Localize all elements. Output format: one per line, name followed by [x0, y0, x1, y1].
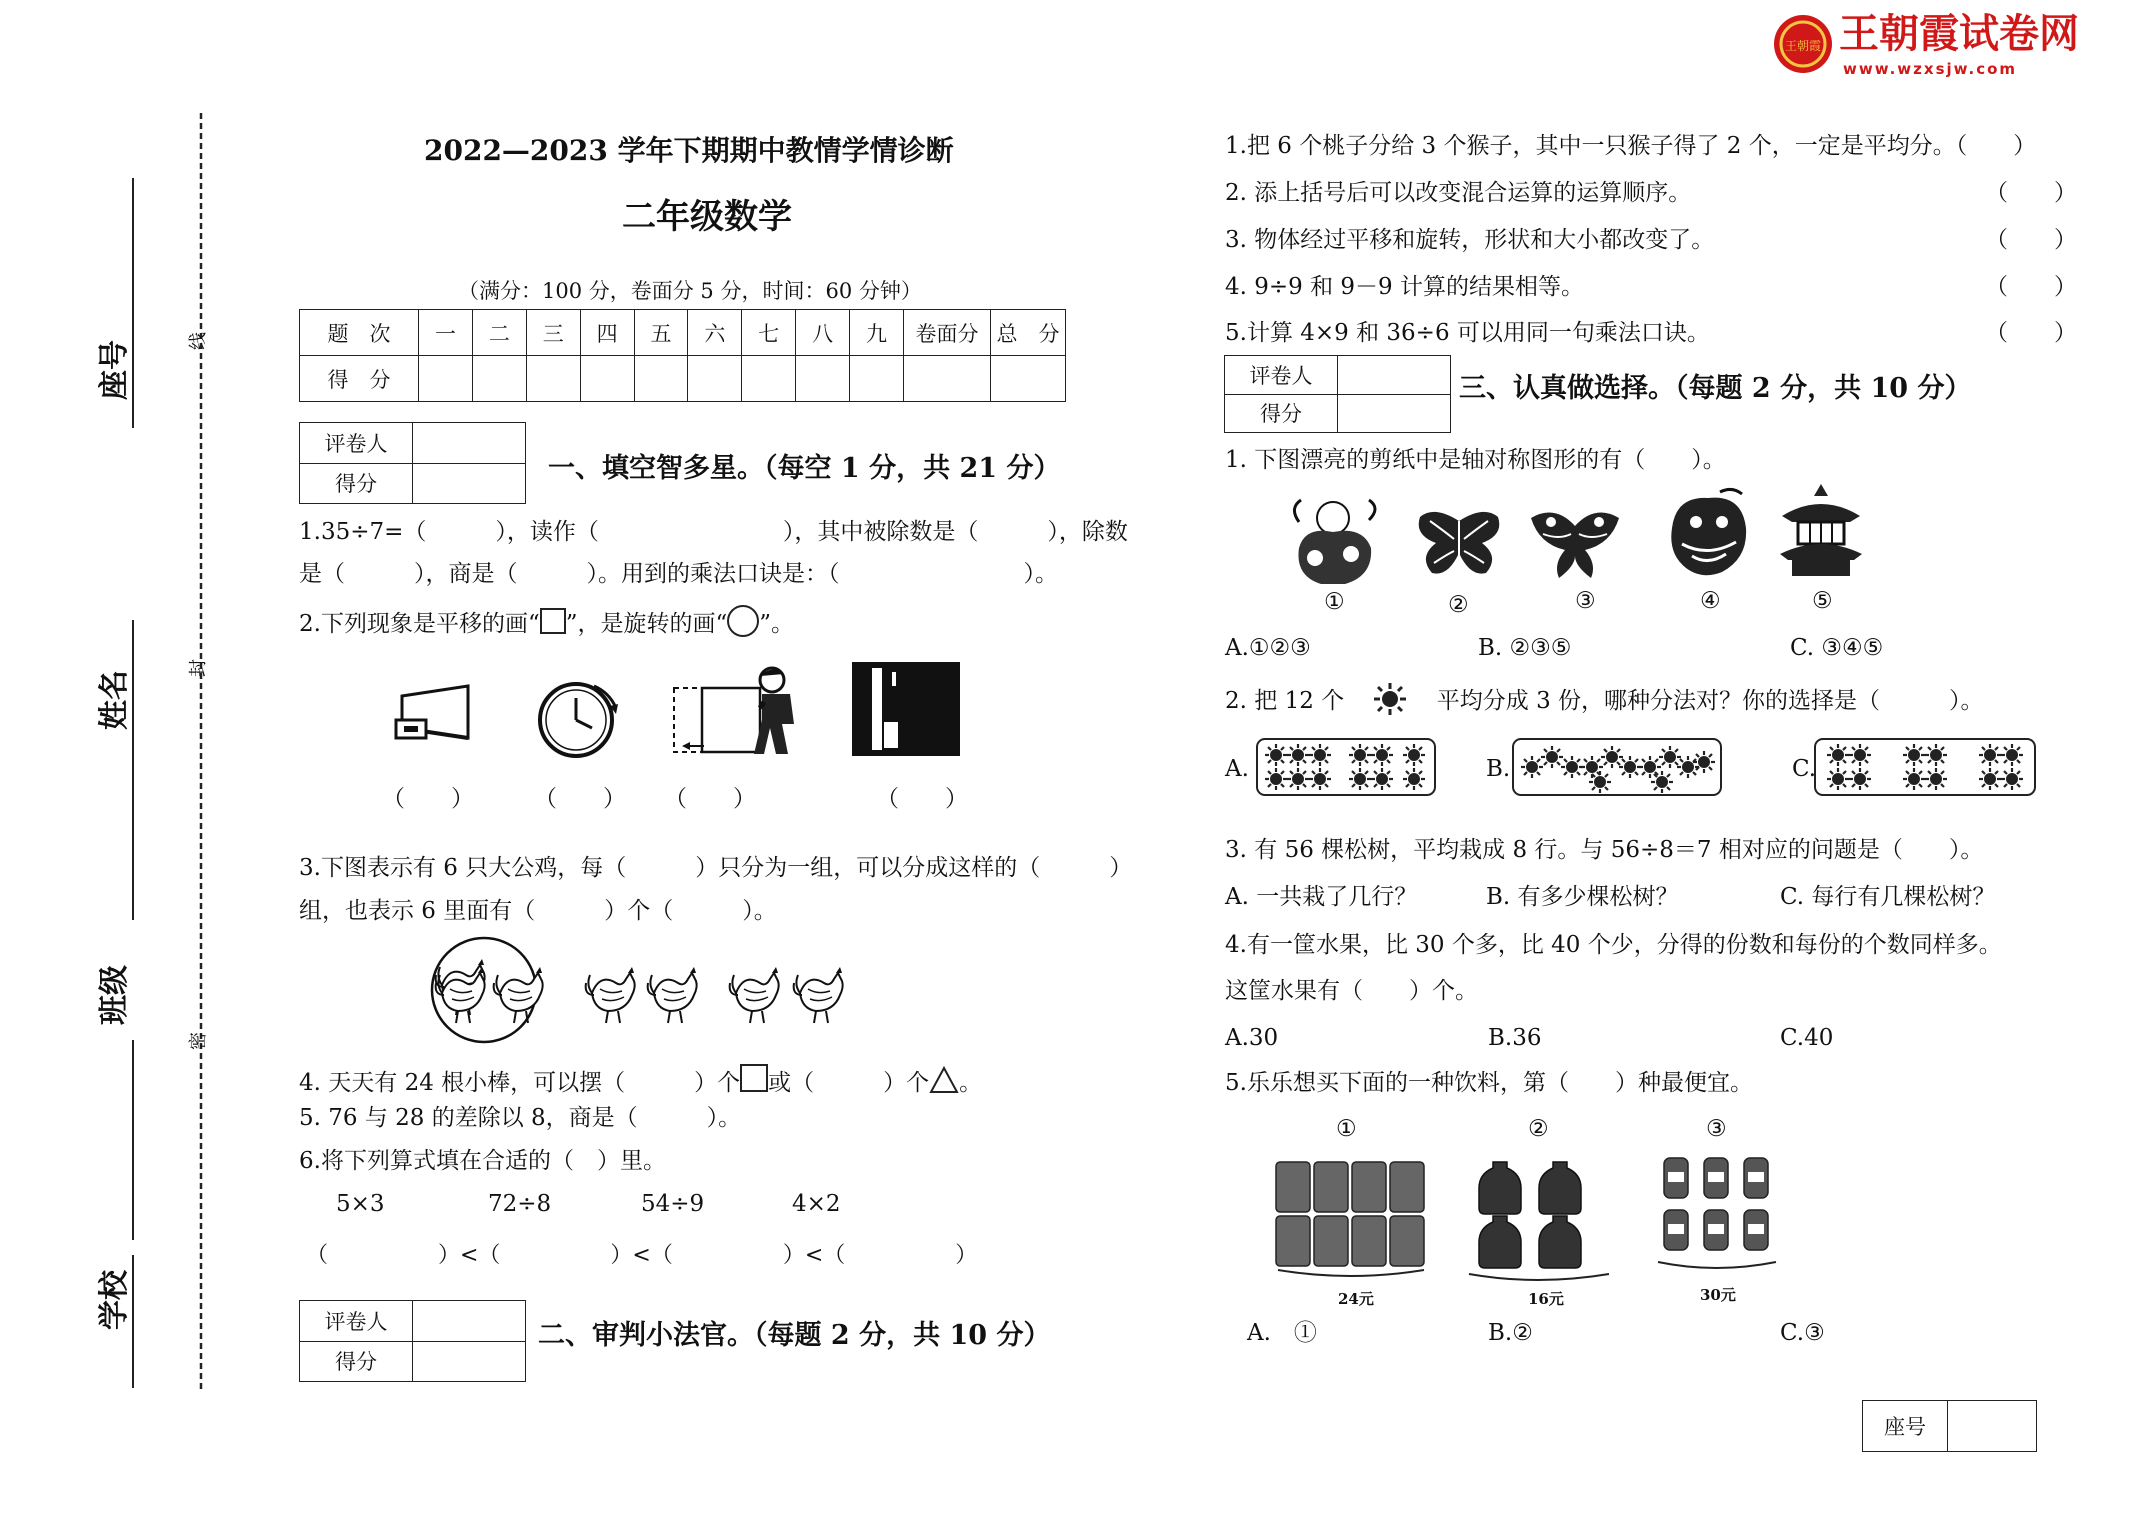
score-header-cell: 九: [850, 310, 904, 356]
binding-secret-char: 密: [188, 1032, 209, 1050]
sun-group-c: [1814, 738, 2036, 796]
s2-item-3: 3. 物体经过平移和旋转，形状和大小都改变了。: [1225, 227, 1715, 253]
s3-q4-line2: 这筐水果有（ ）个。: [1225, 978, 1478, 1004]
s3-q2: [1225, 682, 1984, 716]
s1-q2-blank-4[interactable]: （ ）: [876, 786, 968, 812]
score-cell[interactable]: [991, 356, 1066, 402]
score-header-cell: 一: [419, 310, 473, 356]
pushing-box-icon: [664, 664, 804, 759]
s2-item-4: 4. 9÷9 和 9－9 计算的结果相等。: [1225, 274, 1584, 300]
grader-score-label: 得分: [300, 463, 413, 504]
s1-q4-text-a: 4. 天天有 24 根小棒，可以摆（ ）个: [299, 1070, 741, 1096]
papercut-fish-icon: [1525, 500, 1625, 584]
footer-seat-box: [1862, 1400, 2037, 1452]
binding-school-label: 学校: [97, 1270, 132, 1330]
s3-q1: 1. 下图漂亮的剪纸中是轴对称图形的有（ ）。: [1225, 447, 1726, 473]
sun-icon: [1373, 682, 1407, 716]
seal-icon: [1773, 14, 1833, 74]
s3-q4-opt-a[interactable]: A.30: [1225, 1025, 1279, 1051]
papercut-butterfly-icon: [1414, 505, 1504, 585]
sun-group-b: [1512, 738, 1722, 796]
s3-q2-opt-b[interactable]: B.: [1486, 756, 1511, 782]
score-cell[interactable]: [904, 356, 991, 402]
score-cell[interactable]: [688, 356, 742, 402]
clock-icon: [534, 674, 624, 764]
sun-group-a: [1256, 738, 1436, 796]
score-header-cell: 七: [742, 310, 796, 356]
s1-q2-blank-3[interactable]: （ ）: [664, 786, 756, 812]
grader-reviewer-cell[interactable]: [1338, 356, 1451, 395]
s2-item-5: 5.计算 4×9 和 36÷6 可以用同一句乘法口诀。: [1225, 320, 1710, 346]
s1-q6: 6.将下列算式填在合适的（ ）里。: [299, 1148, 666, 1174]
s3-q2-opt-a[interactable]: A.: [1225, 756, 1249, 782]
page-title: 2022—2023 学年下期期中教情学情诊断: [424, 134, 954, 167]
score-header-cell: 题 次: [300, 310, 419, 356]
s3-q4-opt-c[interactable]: C.40: [1780, 1025, 1834, 1051]
circle-icon: [727, 605, 759, 637]
s3-q1-label-4: ④: [1700, 588, 1721, 614]
s3-q2-text-a: 2. 把 12 个: [1225, 688, 1345, 714]
section3-title: 三、认真做选择。（每题 2 分，共 10 分）: [1459, 373, 1972, 404]
s1-q2-blank-1[interactable]: （ ）: [382, 786, 474, 812]
score-header-cell: 六: [688, 310, 742, 356]
s2-item-2: 2. 添上括号后可以改变混合运算的运算顺序。: [1225, 180, 1692, 206]
s3-q1-label-1: ①: [1324, 589, 1345, 615]
binding-seat-label: 座号: [97, 340, 132, 400]
s3-q3-opt-c[interactable]: C. 每行有几棵松树？: [1780, 884, 1996, 910]
logo-name: 王朝霞试卷网: [1839, 11, 2079, 57]
grader-reviewer-label: 评卷人: [1225, 356, 1338, 395]
s1-q6-compare[interactable]: （ ）<（ ）<（ ）<（ ）: [306, 1243, 978, 1268]
s3-q5-label-1: ①: [1336, 1116, 1357, 1142]
papercut-pavilion-icon: [1776, 482, 1866, 582]
footer-seat-label: 座号: [1863, 1401, 1948, 1452]
s3-q5-opt-a[interactable]: A. ①: [1247, 1320, 1317, 1346]
s3-q5-label-3: ③: [1706, 1116, 1727, 1142]
score-header-cell: 总 分: [991, 310, 1066, 356]
s1-q6-expr-4: 4×2: [792, 1191, 841, 1217]
s3-q2-text-b: 平均分成 3 份，哪种分法对？你的选择是（ ）。: [1436, 688, 1984, 714]
water-bottles-icon: [1652, 1152, 1782, 1282]
grader-reviewer-cell[interactable]: [413, 1301, 526, 1342]
s3-q5-label-2: ②: [1528, 1116, 1549, 1142]
subject-title: 二年级数学: [622, 197, 792, 237]
score-cell[interactable]: [526, 356, 580, 402]
score-header-cell: 二: [472, 310, 526, 356]
s2-paren-4[interactable]: （ ）: [1985, 274, 2077, 300]
score-header-cell: 五: [634, 310, 688, 356]
s3-q5-price-3: 30元: [1700, 1286, 1736, 1304]
grader-score-label: 得分: [1225, 394, 1338, 433]
s3-q1-opt-c[interactable]: C. ③④⑤: [1790, 635, 1884, 661]
s3-q3-opt-a[interactable]: A. 一共栽了几行？: [1225, 884, 1418, 910]
s1-q5: 5. 76 与 28 的差除以 8，商是（ ）。: [299, 1105, 742, 1131]
s1-q1-line2: 是（ ），商是（ ）。用到的乘法口诀是：（ ）。: [299, 561, 1058, 587]
s1-q2-text-c: ”。: [759, 611, 794, 637]
s2-paren-3[interactable]: （ ）: [1985, 227, 2077, 253]
s1-q4: [299, 1064, 982, 1095]
s3-q5-price-1: 24元: [1338, 1290, 1374, 1308]
s2-paren-5[interactable]: （ ）: [1985, 320, 2077, 346]
score-table: [299, 309, 1066, 402]
grader-score-cell[interactable]: [1338, 394, 1451, 433]
score-row-label: 得 分: [300, 356, 419, 402]
grader-reviewer-label: 评卷人: [300, 423, 413, 464]
triangle-icon: [929, 1066, 959, 1094]
s1-q2: [299, 605, 794, 637]
score-cell[interactable]: [634, 356, 688, 402]
s1-q4-text-c: 。: [959, 1070, 983, 1096]
drink-bottles-icon: [1463, 1158, 1613, 1288]
s1-q2-text-a: 2.下列现象是平移的画“: [299, 611, 540, 637]
grader-box-2: [299, 1300, 526, 1382]
s1-q2-text-b: ”，是旋转的画“: [565, 611, 728, 637]
s3-q4-opt-b[interactable]: B.36: [1488, 1025, 1542, 1051]
section2-title: 二、审判小法官。（每题 2 分，共 10 分）: [538, 1320, 1051, 1351]
s1-q6-expr-3: 54÷9: [641, 1191, 705, 1217]
s3-q5: 5.乐乐想买下面的一种饮料，第（ ）种最便宜。: [1225, 1070, 1753, 1096]
binding-name-label: 姓名: [97, 670, 132, 730]
score-cell[interactable]: [472, 356, 526, 402]
grader-score-cell[interactable]: [413, 1341, 526, 1382]
score-cell[interactable]: [580, 356, 634, 402]
drink-cans-icon: [1270, 1158, 1440, 1288]
s1-q3-line2: 组，也表示 6 里面有（ ）个（ ）。: [299, 898, 777, 924]
score-header-cell: 三: [526, 310, 580, 356]
score-cell[interactable]: [742, 356, 796, 402]
grader-box-1: [299, 422, 526, 504]
grader-reviewer-cell[interactable]: [413, 423, 526, 464]
score-header-cell: 八: [796, 310, 850, 356]
papercut-dragon-icon: [1662, 488, 1752, 580]
footer-seat-cell[interactable]: [1948, 1401, 2037, 1452]
score-cell[interactable]: [850, 356, 904, 402]
seal-text: 王朝霞: [1784, 39, 1822, 53]
grader-box-3: [1224, 355, 1451, 433]
s1-q6-expr-1: 5×3: [336, 1191, 385, 1217]
binding-seal-char: 封: [188, 659, 209, 677]
score-cell[interactable]: [796, 356, 850, 402]
score-header-cell: 四: [580, 310, 634, 356]
s3-q1-label-5: ⑤: [1812, 588, 1833, 614]
s3-q1-opt-b[interactable]: B. ②③⑤: [1478, 635, 1572, 661]
s3-q1-label-2: ②: [1448, 592, 1469, 618]
s1-q2-blank-2[interactable]: （ ）: [534, 786, 626, 812]
exam-note: （满分：100 分，卷面分 5 分，时间：60 分钟）: [458, 279, 922, 303]
s3-q5-opt-c[interactable]: C.③: [1780, 1320, 1825, 1346]
s2-item-1: 1.把 6 个桃子分给 3 个猴子，其中一只猴子得了 2 个，一定是平均分。（ ）: [1225, 133, 2037, 159]
s3-q1-label-3: ③: [1575, 588, 1596, 614]
logo: [1773, 10, 2093, 80]
s2-paren-2[interactable]: （ ）: [1985, 180, 2077, 206]
logo-url: www.wzxsjw.com: [1843, 60, 2018, 78]
papercut-1-icon: [1285, 492, 1385, 592]
grader-score-label: 得分: [300, 1341, 413, 1382]
grader-score-cell[interactable]: [413, 463, 526, 504]
drawer-icon: [392, 676, 472, 756]
s3-q1-opt-a[interactable]: A.①②③: [1225, 635, 1311, 661]
s3-q4-line1: 4.有一筐水果，比 30 个多，比 40 个少，分得的份数和每份的个数同样多。: [1225, 932, 2002, 958]
rooster-group: [432, 935, 872, 1045]
square-icon: [740, 1064, 768, 1092]
section1-title: 一、填空智多星。（每空 1 分，共 21 分）: [548, 453, 1061, 484]
score-cell[interactable]: [419, 356, 473, 402]
s3-q5-price-2: 16元: [1528, 1290, 1564, 1308]
s3-q3: 3. 有 56 棵松树，平均栽成 8 行。与 56÷8＝7 相对应的问题是（ ）。: [1225, 837, 1984, 863]
score-header-cell: 卷面分: [904, 310, 991, 356]
binding-class-label: 班级: [97, 965, 132, 1025]
s3-q2-opt-c[interactable]: C.: [1792, 756, 1817, 782]
s1-q1-line1: 1.35÷7=（ ），读作（ ），其中被除数是（ ），除数: [299, 519, 1128, 545]
s3-q5-opt-b[interactable]: B.②: [1488, 1320, 1533, 1346]
grader-reviewer-label: 评卷人: [300, 1301, 413, 1342]
s1-q4-text-b: 或（ ）个: [768, 1070, 930, 1096]
binding-line-char: 线: [188, 332, 209, 350]
s1-q6-expr-2: 72÷8: [488, 1191, 552, 1217]
square-icon: [540, 608, 566, 634]
door-icon: [852, 662, 962, 758]
s1-q3-line1: 3.下图表示有 6 只大公鸡，每（ ）只分为一组，可以分成这样的（ ）: [299, 855, 1133, 881]
s3-q3-opt-b[interactable]: B. 有多少棵松树？: [1486, 884, 1679, 910]
